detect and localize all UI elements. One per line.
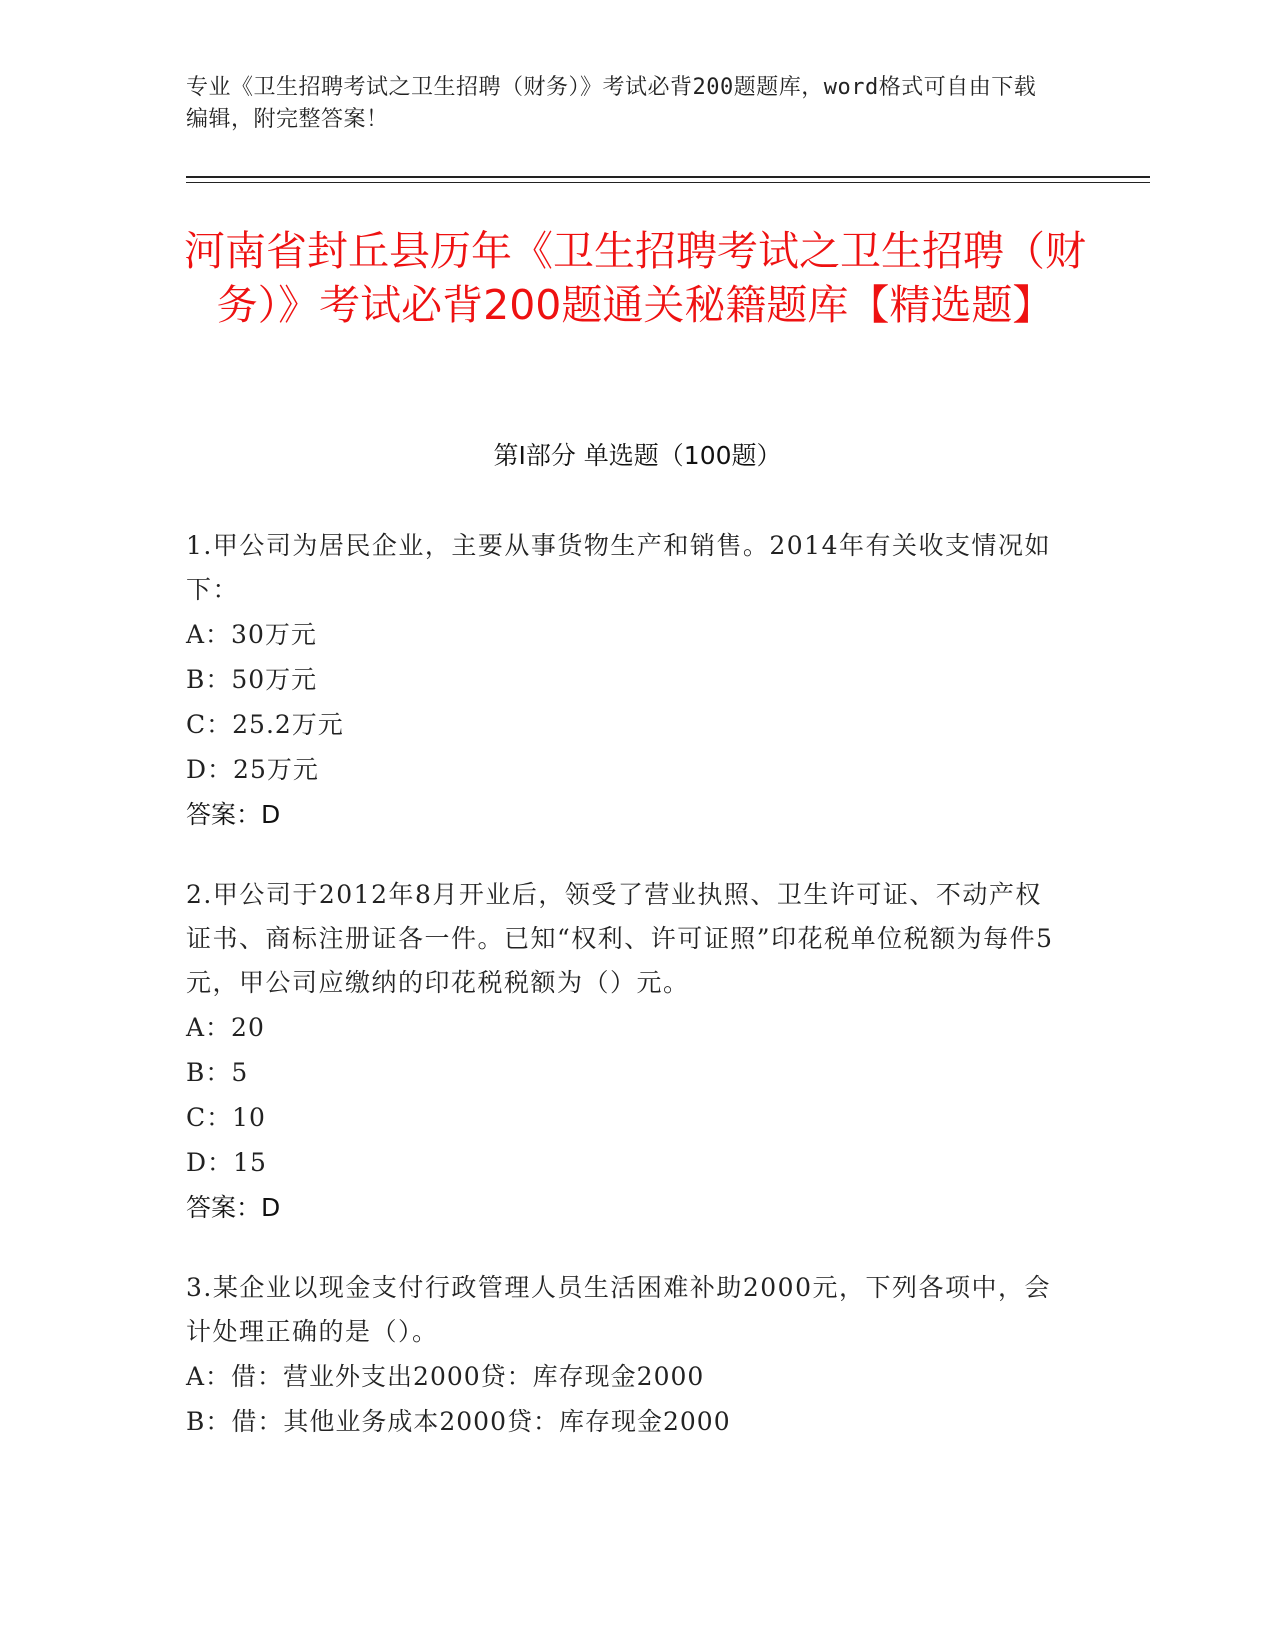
option-a: A：20 [186, 1013, 265, 1042]
header-divider-thin [186, 182, 1150, 183]
answer-line: 答案：D [186, 800, 281, 829]
option-a: A：30万元 [186, 620, 317, 649]
option-c: C：25.2万元 [186, 710, 344, 739]
section-heading: 第Ⅰ部分 单选题（100题） [493, 441, 782, 470]
question-2 [186, 873, 1066, 1230]
question-stem: 1.甲公司为居民企业，主要从事货物生产和销售。2014年有关收支情况如下： [186, 531, 1051, 604]
answer-line: 答案：D [186, 1193, 281, 1222]
header-divider-thick [186, 176, 1150, 178]
option-b: B：5 [186, 1058, 249, 1087]
question-stem: 3.某企业以现金支付行政管理人员生活困难补助2000元，下列各项中，会计处理正确的是（）。 [186, 1273, 1051, 1346]
option-c: C：10 [186, 1103, 266, 1132]
question-list [186, 524, 1066, 1480]
header-note: 专业《卫生招聘考试之卫生招聘（财务）》考试必背200题题库，word格式可自由下载编辑，附完整答案！ [186, 75, 1037, 132]
question-3 [186, 1266, 1066, 1444]
option-b: B：50万元 [186, 665, 318, 694]
option-d: D：15 [186, 1148, 267, 1177]
option-a: A：借：营业外支出2000贷：库存现金2000 [186, 1362, 705, 1391]
document-title: 河南省封丘县历年《卫生招聘考试之卫生招聘（财务）》考试必背200题通关秘籍题库【精选题】 [184, 227, 1086, 329]
option-d: D：25万元 [186, 755, 319, 784]
option-b: B：借：其他业务成本2000贷：库存现金2000 [186, 1407, 731, 1436]
question-1 [186, 524, 1066, 837]
question-stem: 2.甲公司于2012年8月开业后，领受了营业执照、卫生许可证、不动产权证书、商标注册证各一件。已知“权利、许可证照”印花税单位税额为每件5元，甲公司应缴纳的印花税税额为（）元。 [186, 880, 1054, 997]
